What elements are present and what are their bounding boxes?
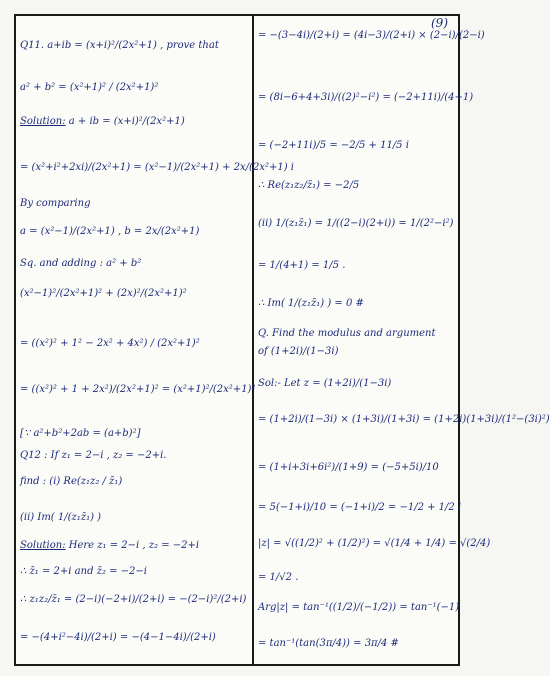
right-line-10: = (1+2i)/(1−3i) × (1+3i)/(1+3i) = (1+2i)(1+3i)/(1²−(3i)²)	[258, 414, 550, 425]
left-line-10: [∵ a²+b²+2ab = (a+b)²]	[20, 428, 141, 439]
right-line-4: (ii) 1/(z₁z̄₁) = 1/((2−i)(2+i)) = 1/(2²−i²)	[258, 218, 454, 229]
page-number: (9)	[431, 16, 448, 30]
right-line-3: ∴ Re(z₁z₂/z̄₁) = −2/5	[258, 180, 360, 191]
right-line-7: Q. Find the modulus and argument	[258, 328, 436, 339]
left-line-16: ∴ z₁z₂/z̄₁ = (2−i)(−2+i)/(2+i) = −(2−i)²/(2+i)	[20, 594, 247, 605]
right-line-5: = 1/(4+1) = 1/5 .	[258, 260, 346, 271]
left-line-4: By comparing	[20, 198, 91, 209]
left-line-14: Solution: Here z₁ = 2−i , z₂ = −2+i	[20, 540, 200, 551]
left-line-13: (ii) Im( 1/(z₁z̄₁) )	[20, 512, 102, 523]
left-line-7: (x²−1)²/(2x²+1)² + (2x)²/(2x²+1)²	[20, 288, 187, 299]
left-line-6: Sq. and adding : a² + b²	[20, 258, 142, 269]
left-line-12: find : (i) Re(z₁z₂ / z̄₁)	[20, 476, 123, 487]
right-line-8: of (1+2i)/(1−3i)	[258, 346, 339, 357]
right-line-12: = 5(−1+i)/10 = (−1+i)/2 = −1/2 + 1/2 i	[258, 502, 462, 513]
left-line-5: a = (x²−1)/(2x²+1) , b = 2x/(2x²+1)	[20, 226, 200, 237]
notebook-page	[14, 14, 550, 666]
right-column	[258, 20, 550, 660]
right-line-0: = −(3−4i)/(2+i) = (4i−3)/(2+i) × (2−i)/(2−i)	[258, 30, 485, 41]
left-line-0: Q11. a+ib = (x+i)²/(2x²+1) , prove that	[20, 40, 219, 51]
left-line-2: Solution: a + ib = (x+i)²/(2x²+1)	[20, 116, 185, 127]
left-line-8: = ((x²)² + 1² − 2x² + 4x²) / (2x²+1)²	[20, 338, 200, 349]
left-line-17: = −(4+i²−4i)/(2+i) = −(4−1−4i)/(2+i)	[20, 632, 216, 643]
right-line-9: Sol:- Let z = (1+2i)/(1−3i)	[258, 378, 392, 389]
left-line-1: a² + b² = (x²+1)² / (2x²+1)²	[20, 82, 159, 93]
right-line-13: |z| = √((1/2)² + (1/2)²) = √(1/4 + 1/4) = √(2/4)	[258, 538, 491, 549]
left-line-15: ∴ z̄₁ = 2+i and z̄₂ = −2−i	[20, 566, 147, 577]
right-line-16: = tan⁻¹(tan(3π/4)) = 3π/4 #	[258, 638, 399, 649]
right-line-11: = (1+i+3i+6i²)/(1+9) = (−5+5i)/10	[258, 462, 439, 473]
left-line-9: = ((x²)² + 1 + 2x²)/(2x²+1)² = (x²+1)²/(2x²+1)²	[20, 384, 256, 395]
right-line-14: = 1/√2 .	[258, 572, 299, 583]
left-line-3: = (x²+i²+2xi)/(2x²+1) = (x²−1)/(2x²+1) + 2x/(2x²+1) i	[20, 162, 294, 173]
left-line-11: Q12 : If z₁ = 2−i , z₂ = −2+i.	[20, 450, 167, 461]
column-divider	[252, 16, 254, 664]
right-line-15: Arg|z| = tan⁻¹((1/2)/(−1/2)) = tan⁻¹(−1)	[258, 602, 460, 613]
left-column	[20, 20, 294, 660]
right-line-1: = (8i−6+4+3i)/((2)²−i²) = (−2+11i)/(4+1)	[258, 92, 474, 103]
right-line-2: = (−2+11i)/5 = −2/5 + 11/5 i	[258, 140, 409, 151]
right-line-6: ∴ Im( 1/(z₁z̄₁) ) = 0 #	[258, 298, 364, 309]
